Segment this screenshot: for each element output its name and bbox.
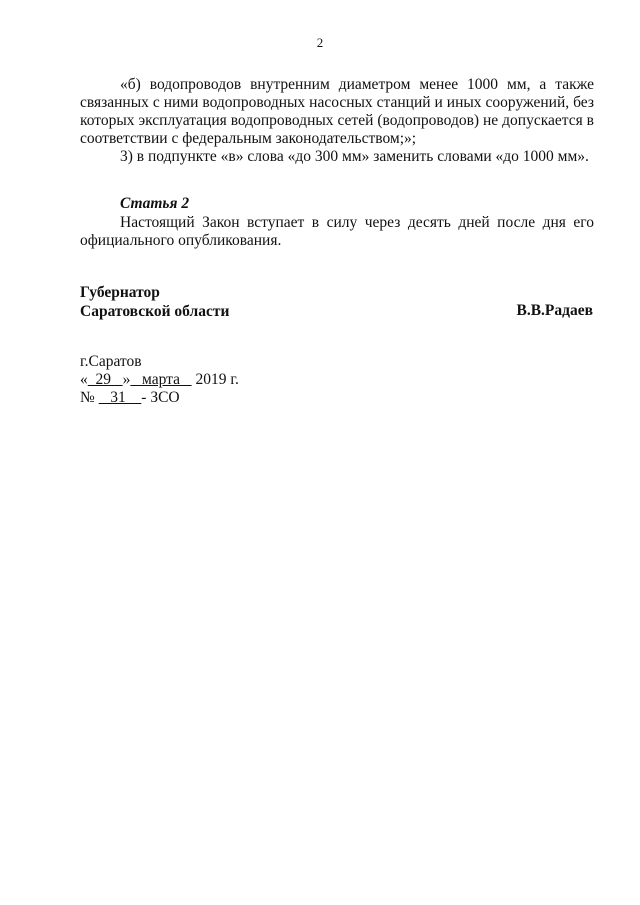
date-open-quote: « xyxy=(80,371,88,388)
paragraph-3: 3) в подпункте «в» слова «до 300 мм» заменить словами «до 1000 мм». xyxy=(120,148,589,165)
date-day: 29 xyxy=(87,371,123,388)
number-prefix: № xyxy=(80,389,99,406)
amendment-text xyxy=(80,76,594,166)
date-line xyxy=(80,371,239,389)
place: г.Саратов xyxy=(80,353,142,370)
signatory-name: В.В.Радаев xyxy=(516,302,593,319)
date-month: марта xyxy=(130,371,192,388)
number-line xyxy=(80,389,239,407)
article-text: Настоящий Закон вступает в силу через десять дней после дня его официального опубликования. xyxy=(80,214,594,249)
signature-title-line2: Саратовской области xyxy=(80,303,230,320)
signature-title xyxy=(80,283,229,321)
article-body xyxy=(80,214,594,250)
date-year: 2019 г. xyxy=(191,371,239,388)
article-heading: Статья 2 xyxy=(120,195,190,212)
place-date-block xyxy=(80,353,239,407)
number-value: 31 xyxy=(98,389,142,406)
number-suffix: - ЗСО xyxy=(141,389,180,406)
paragraph-b: «б) водопроводов внутренним диаметром менее 1000 мм, а также связанных с ними водопроводных насосных станций и иных сооружений, без которых эксплуатация водопроводных сетей (водопроводов) не допускается в соответствии с федеральным законодательством;»; xyxy=(80,76,594,147)
signature-title-line1: Губернатор xyxy=(80,284,160,301)
page-number: 2 xyxy=(316,35,324,50)
date-close-quote: » xyxy=(122,371,131,388)
